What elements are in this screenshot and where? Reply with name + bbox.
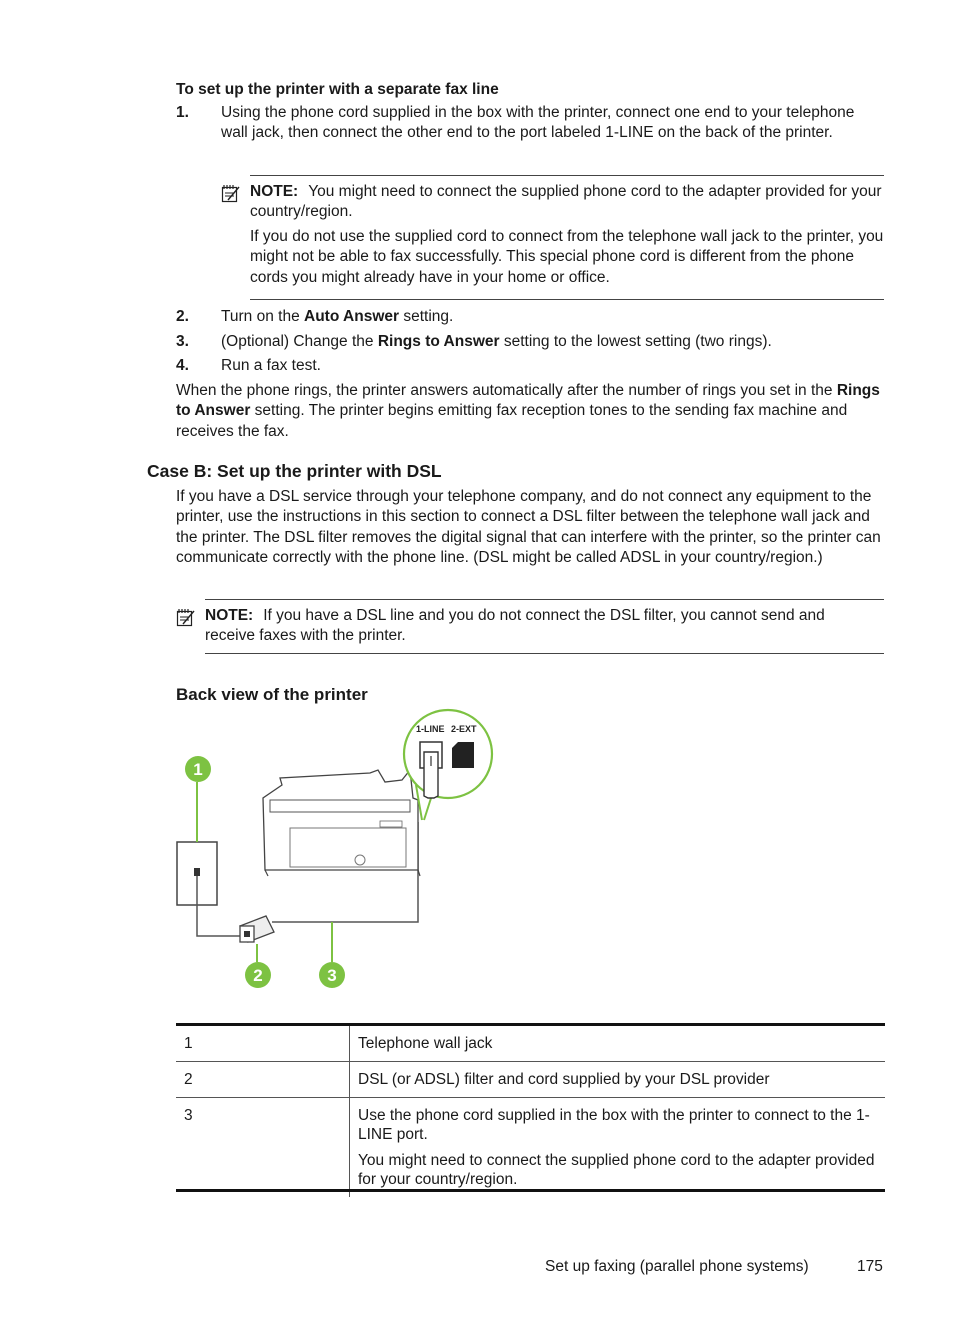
- note-icon: [220, 183, 240, 203]
- step-3-number: 3.: [176, 333, 189, 350]
- step-1-number: 1.: [176, 104, 189, 121]
- step-4-text: Run a fax test.: [221, 357, 321, 374]
- printer-back: [263, 770, 420, 876]
- legend-description: Telephone wall jack: [358, 1035, 493, 1052]
- note-1-text: You might need to connect the supplied phone cord to the adapter provided for your country/region.: [250, 183, 882, 221]
- step-1-text: Using the phone cord supplied in the box with the printer, connect one end to your telephone wall jack, then connect the other end to the port labeled 1-LINE on the back of the printer.: [221, 104, 855, 142]
- callout-2-label: 2: [253, 966, 263, 985]
- note-2-top-rule: [205, 599, 884, 600]
- procedure-heading: To set up the printer with a separate fax line: [176, 81, 499, 98]
- dsl-filter: [240, 916, 274, 942]
- figure-title: Back view of the printer: [176, 685, 368, 704]
- table-row: [176, 1062, 885, 1098]
- step-3-bold: Rings to Answer: [377, 333, 500, 350]
- footer-section-title: Set up faxing (parallel phone systems): [545, 1258, 809, 1275]
- step-2-bold: Auto Answer: [304, 308, 400, 325]
- legend-bottom-rule: [176, 1189, 885, 1192]
- step-2-text: [221, 307, 453, 327]
- step-4-number: 4.: [176, 357, 189, 374]
- port-label-1-line: 1-LINE: [416, 724, 445, 734]
- wall-jack-port: [194, 868, 200, 876]
- footer-page-number: 175: [857, 1258, 883, 1275]
- note-1-top-rule: [250, 175, 884, 176]
- step-2-pre: Turn on the: [221, 308, 305, 325]
- step-2-number: 2.: [176, 308, 189, 325]
- legend-number: 3: [176, 1098, 350, 1198]
- printer-back-view-figure: [170, 700, 510, 1000]
- note-1-paragraph-2: If you do not use the supplied cord to connect from the telephone wall jack to the printer, you might not be able to fax successfully. This special phone cord is different from the phone cords you might already have in your home or office.: [250, 228, 884, 286]
- case-b-heading: Case B: Set up the printer with DSL: [147, 461, 442, 481]
- step-3-pre: (Optional) Change the: [221, 333, 378, 350]
- result-bold: Rings to Answer: [176, 382, 880, 420]
- callout-1-label: 1: [193, 760, 203, 779]
- step-2-post: setting.: [399, 308, 454, 325]
- note-1-bottom-rule: [250, 299, 884, 300]
- note-1-body: [250, 182, 886, 223]
- legend-number: 1: [176, 1026, 350, 1062]
- port-label-2-ext: 2-EXT: [451, 724, 477, 734]
- result-post: setting. The printer begins emitting fax reception tones to the sending fax machine and receives the fax.: [176, 402, 848, 440]
- zoom-pointer-line: [424, 795, 432, 820]
- legend-number: 2: [176, 1062, 350, 1098]
- table-row: [176, 1098, 885, 1198]
- callout-3-label: 3: [327, 966, 337, 985]
- legend-table: [176, 1026, 885, 1197]
- legend-description: [350, 1098, 886, 1198]
- step-3-text: [221, 332, 772, 352]
- result-paragraph: [176, 381, 884, 442]
- legend-description-para-2: You might need to connect the supplied phone cord to the adapter provided for your country/region.: [358, 1152, 875, 1188]
- step-3-post: setting to the lowest setting (two rings).: [499, 333, 772, 350]
- note-2-label: NOTE:: [205, 607, 254, 624]
- result-pre: When the phone rings, the printer answers automatically after the number of rings you set in the: [176, 382, 837, 399]
- case-b-intro: If you have a DSL service through your telephone company, and do not connect any equipment to the printer, use the instructions in this section to connect a DSL filter between the telephone wall jack and the printer. The DSL filter removes the digital signal that can interfere with the printer, so the printer can communicate correctly with the phone line. (DSL might be called ADSL in your country/region.): [176, 488, 881, 566]
- ext-port: [452, 742, 474, 768]
- note-icon: [175, 607, 195, 627]
- note-2-body: [205, 606, 875, 647]
- table-row: [176, 1026, 885, 1062]
- note-2-bottom-rule: [205, 653, 884, 654]
- legend-description: DSL (or ADSL) filter and cord supplied by your DSL provider: [358, 1071, 770, 1088]
- legend-description-para-1: Use the phone cord supplied in the box with the printer to connect to the 1-LINE port.: [358, 1107, 870, 1143]
- note-1-label: NOTE:: [250, 183, 299, 200]
- note-2-text: If you have a DSL line and you do not connect the DSL filter, you cannot send and receive faxes with the printer.: [205, 607, 825, 645]
